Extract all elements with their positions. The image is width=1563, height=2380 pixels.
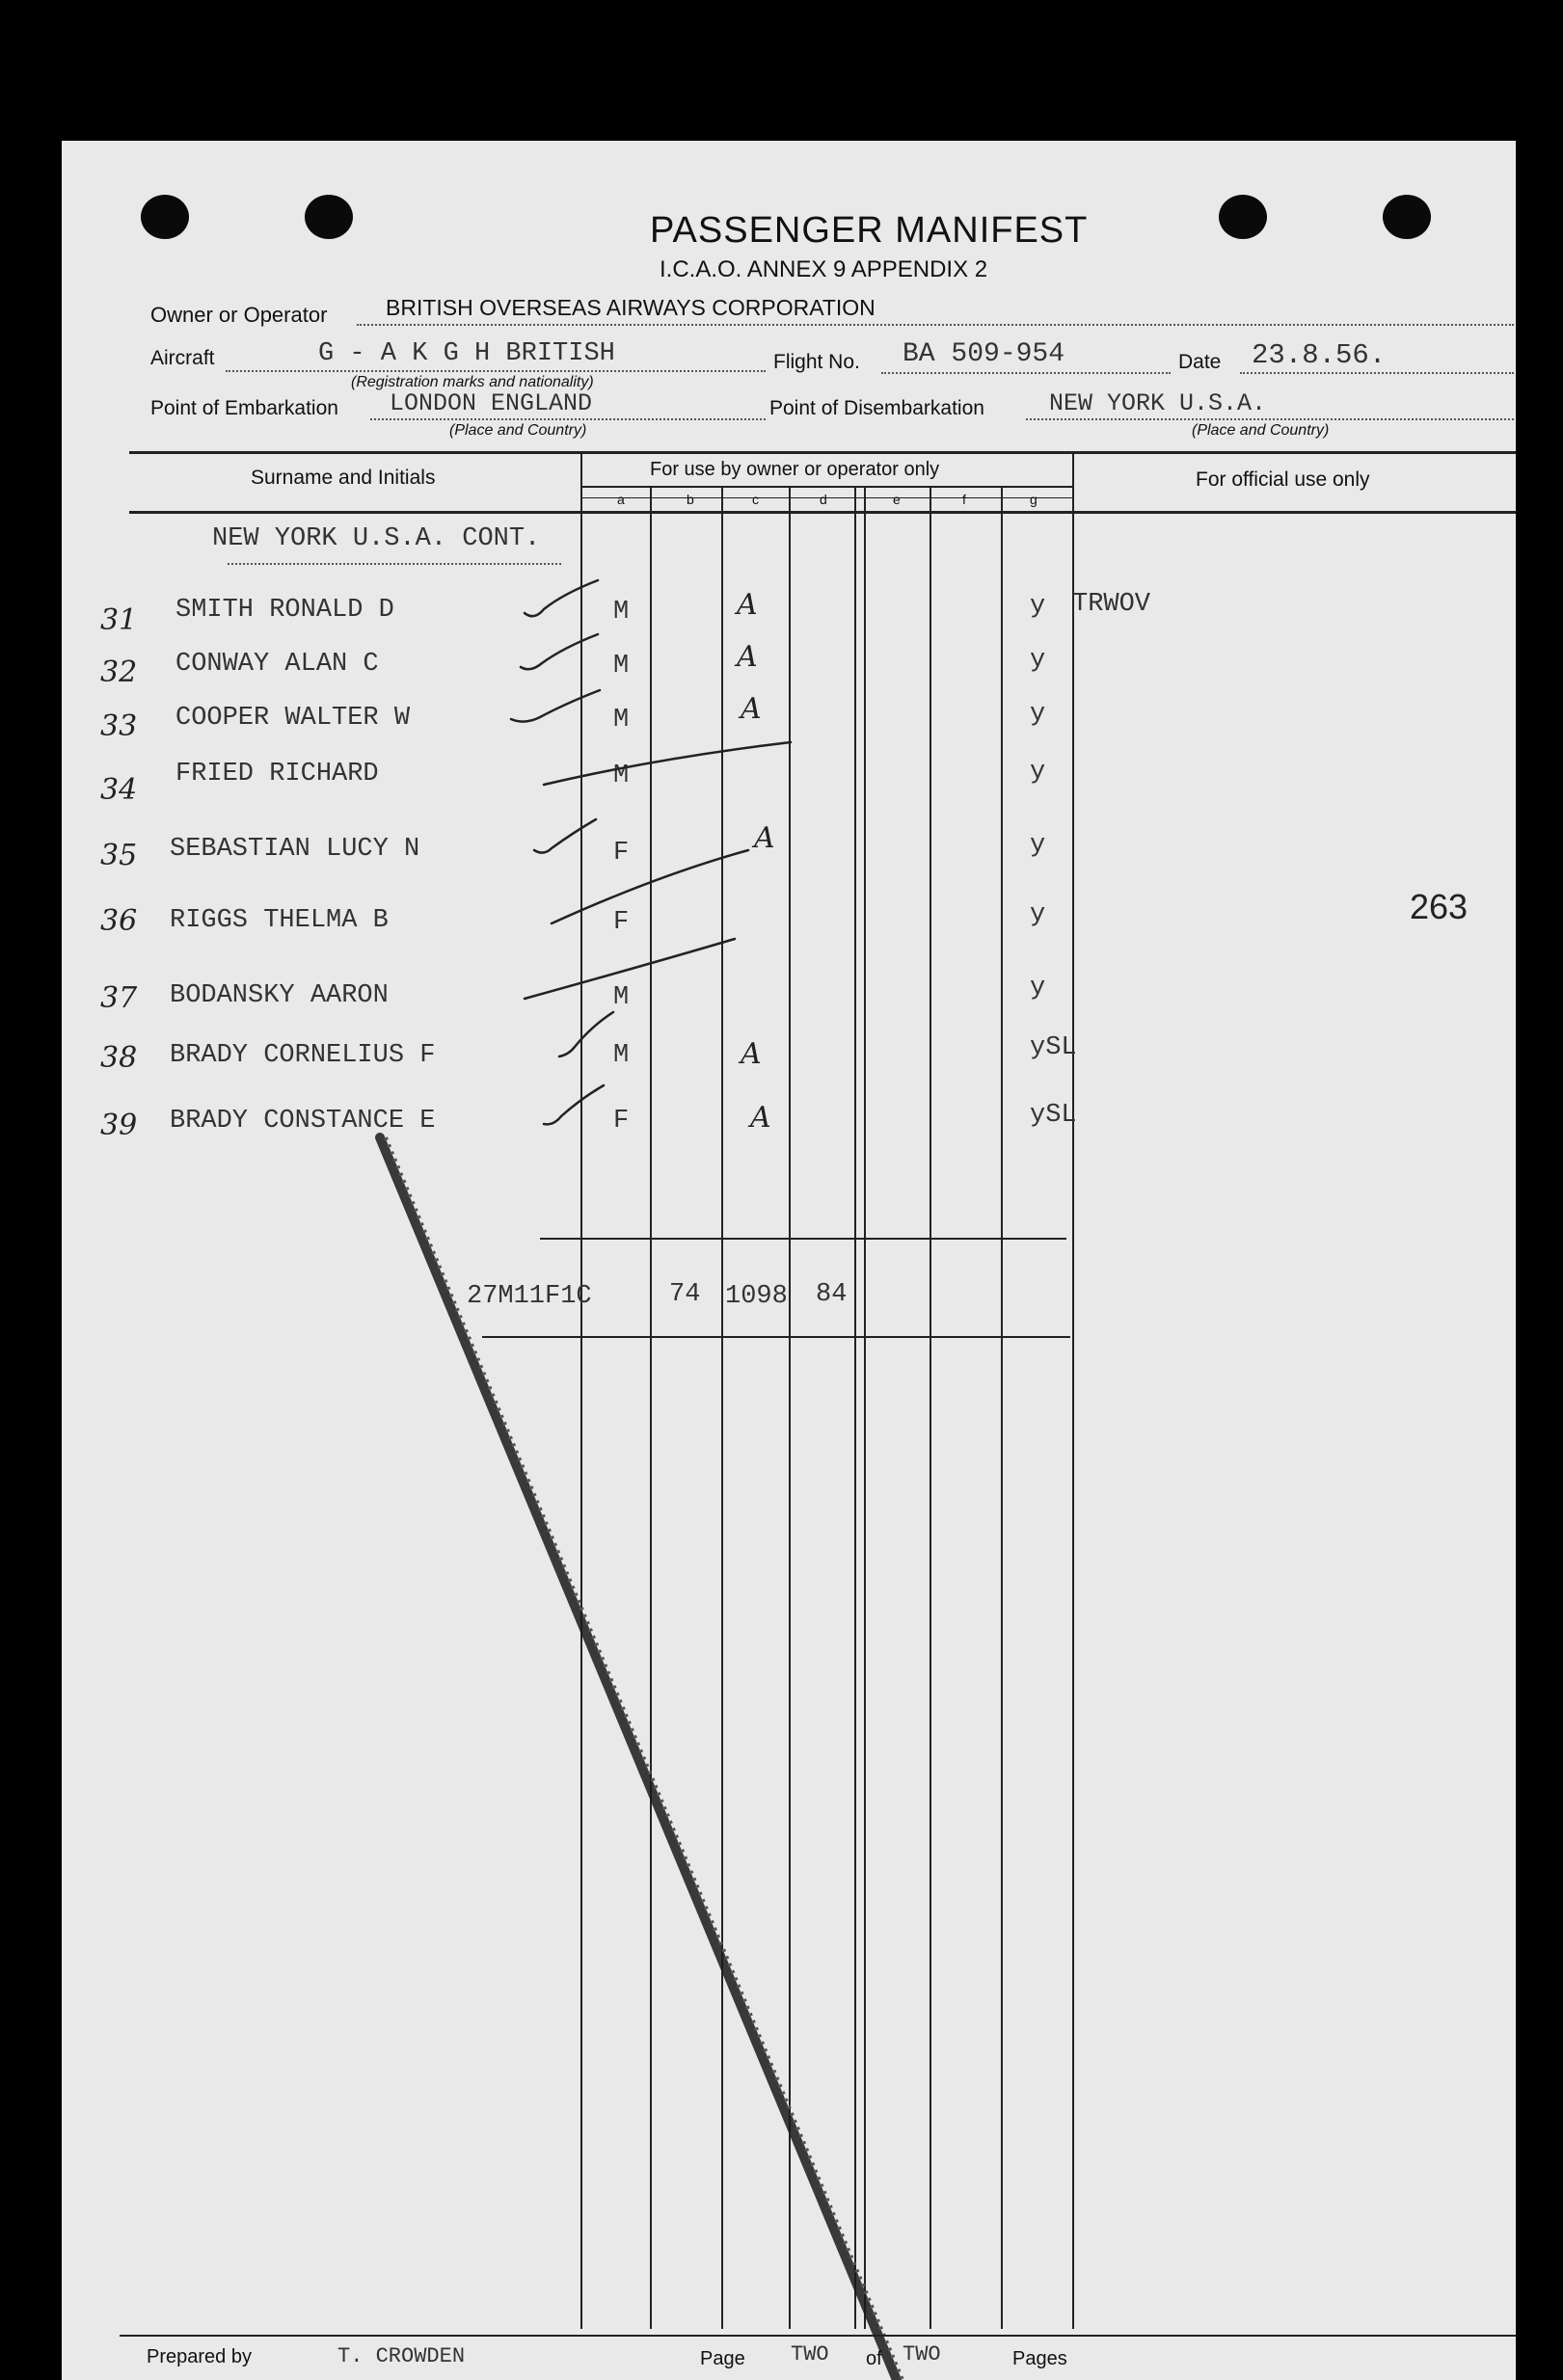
- column-header-official: For official use only: [1196, 468, 1370, 491]
- subcol-g: g: [1030, 492, 1038, 507]
- owner-value: BRITISH OVERSEAS AIRWAYS CORPORATION: [386, 295, 876, 320]
- passenger-name: BRADY CONSTANCE E: [170, 1107, 436, 1136]
- passenger-name: SEBASTIAN LUCY N: [170, 835, 420, 864]
- document-title: PASSENGER MANIFEST: [650, 210, 1089, 251]
- page-label: Page: [700, 2348, 745, 2369]
- passenger-sex: F: [613, 1107, 630, 1136]
- manifest-sheet: [62, 141, 1516, 2380]
- passenger-name: SMITH RONALD D: [175, 596, 394, 625]
- passenger-sex: M: [613, 983, 630, 1012]
- subcol-d: d: [820, 492, 827, 507]
- page-value: TWO: [791, 2342, 829, 2367]
- row-number: 39: [100, 1109, 138, 1142]
- passenger-sex: M: [613, 652, 630, 681]
- official-note: TRWOV: [1072, 590, 1151, 619]
- check-mark: [525, 580, 598, 616]
- column-g-mark: y: [1030, 900, 1046, 929]
- passenger-sex: M: [613, 1041, 630, 1070]
- subcol-a: a: [617, 492, 625, 507]
- document-subtitle: I.C.A.O. ANNEX 9 APPENDIX 2: [660, 256, 988, 282]
- check-mark: [521, 634, 598, 669]
- passenger-name: RIGGS THELMA B: [170, 906, 389, 935]
- column-g-mark: y: [1030, 974, 1046, 1003]
- of-value: TWO: [903, 2342, 941, 2367]
- totals-d: 84: [816, 1280, 848, 1309]
- pages-label: Pages: [1012, 2348, 1067, 2369]
- column-g-mark: y: [1030, 831, 1046, 860]
- row-number: 38: [100, 1041, 138, 1075]
- embark-note: (Place and Country): [449, 422, 587, 439]
- subcol-f: f: [962, 492, 966, 507]
- date-value: 23.8.56.: [1252, 339, 1387, 371]
- column-c-mark: A: [737, 588, 758, 622]
- row-number: 33: [100, 709, 138, 743]
- passenger-sex: M: [613, 762, 630, 790]
- aircraft-label: Aircraft: [150, 347, 215, 369]
- column-g-mark: y: [1030, 646, 1046, 675]
- totals-c: 1098: [725, 1282, 788, 1311]
- column-g-mark: y: [1030, 700, 1046, 729]
- passenger-sex: M: [613, 598, 630, 627]
- row-number: 34: [100, 773, 138, 807]
- totals-b: 74: [669, 1280, 701, 1309]
- column-g-mark: y: [1030, 592, 1046, 621]
- passenger-name: COOPER WALTER W: [175, 704, 411, 733]
- disembark-note: (Place and Country): [1192, 422, 1330, 439]
- cancel-stroke: [380, 1137, 897, 2380]
- prepared-label: Prepared by: [147, 2346, 252, 2367]
- column-g-mark: ySL: [1030, 1033, 1077, 1062]
- column-c-mark: A: [750, 1101, 771, 1135]
- strike-line: [525, 939, 735, 999]
- totals-code: 27M11F1C: [467, 1282, 592, 1311]
- column-g-mark: y: [1030, 758, 1046, 787]
- prepared-value: T. CROWDEN: [337, 2344, 466, 2368]
- row-number: 35: [100, 839, 138, 872]
- column-c-mark: A: [741, 692, 762, 726]
- aircraft-note: (Registration marks and nationality): [351, 374, 594, 390]
- aircraft-value: G - A K G H BRITISH: [318, 339, 615, 368]
- passenger-name: BODANSKY AARON: [170, 981, 389, 1010]
- flight-value: BA 509-954: [903, 339, 1065, 369]
- column-c-mark: A: [741, 1037, 762, 1071]
- column-header-name: Surname and Initials: [251, 467, 436, 489]
- passenger-sex: F: [613, 908, 630, 937]
- passenger-sex: M: [613, 706, 630, 735]
- check-mark: [534, 819, 596, 853]
- embark-value: LONDON ENGLAND: [390, 389, 593, 417]
- passenger-name: CONWAY ALAN C: [175, 650, 379, 679]
- row-number: 31: [100, 603, 138, 637]
- column-c-mark: A: [737, 640, 758, 674]
- official-number: 263: [1410, 887, 1469, 926]
- column-g-mark: ySL: [1030, 1101, 1077, 1130]
- disembark-label: Point of Disembarkation: [769, 397, 984, 419]
- passenger-sex: F: [613, 839, 630, 868]
- passenger-name: FRIED RICHARD: [175, 760, 379, 789]
- flight-label: Flight No.: [773, 351, 860, 373]
- subcol-e: e: [893, 492, 901, 507]
- of-label: of: [866, 2348, 882, 2369]
- subcol-b: b: [687, 492, 694, 507]
- row-number: 32: [100, 655, 138, 689]
- date-label: Date: [1178, 351, 1222, 373]
- column-header-owner: For use by owner or operator only: [650, 459, 940, 480]
- check-mark: [559, 1012, 613, 1056]
- column-c-mark: A: [754, 821, 775, 855]
- disembark-value: NEW YORK U.S.A.: [1049, 389, 1267, 417]
- owner-label: Owner or Operator: [150, 303, 328, 327]
- subcol-c: c: [752, 492, 759, 507]
- check-mark: [544, 1085, 604, 1124]
- handwriting-overlay: [62, 141, 1516, 2380]
- strike-line: [552, 850, 748, 923]
- strike-line: [544, 742, 791, 785]
- row-number: 36: [100, 904, 138, 938]
- check-mark: [511, 690, 600, 722]
- section-heading: NEW YORK U.S.A. CONT.: [212, 524, 541, 553]
- embark-label: Point of Embarkation: [150, 397, 338, 419]
- passenger-name: BRADY CORNELIUS F: [170, 1041, 436, 1070]
- row-number: 37: [100, 981, 138, 1015]
